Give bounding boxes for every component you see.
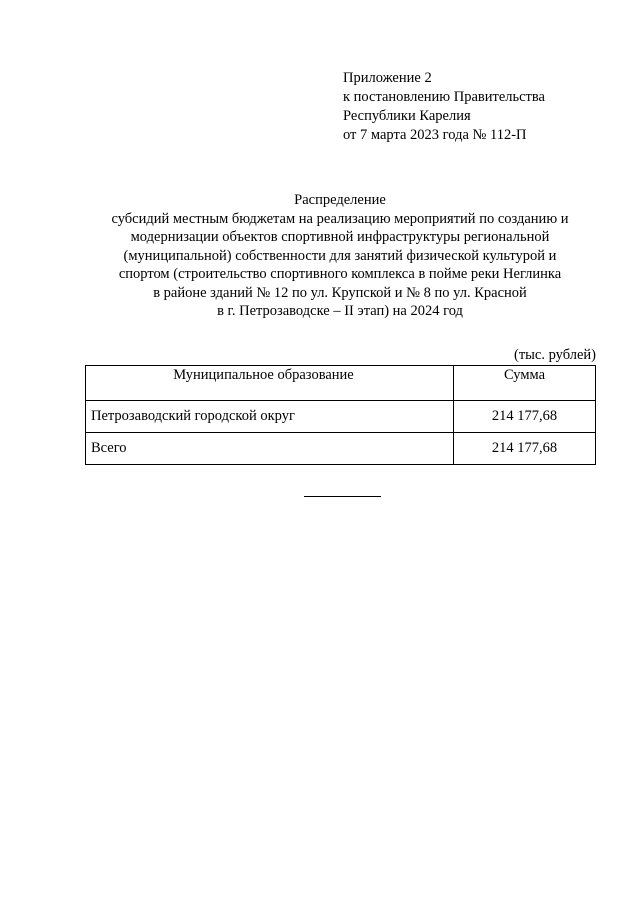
appendix-line: Республики Карелия <box>343 108 471 124</box>
unit-note: (тыс. рублей) <box>514 347 596 363</box>
column-header-sum: Сумма <box>454 366 596 401</box>
table-row-total <box>86 433 596 465</box>
closing-separator-line <box>304 496 381 497</box>
column-header-municipality: Муниципальное образование <box>86 366 454 401</box>
sum-cell: 214 177,68 <box>454 401 596 433</box>
appendix-header <box>343 69 545 145</box>
total-label-cell: Всего <box>86 433 454 465</box>
title-line: в районе зданий № 12 по ул. Крупской и № 8 по ул. Красной <box>153 284 527 301</box>
title-line: в г. Петрозаводске – II этап) на 2024 год <box>217 303 463 319</box>
table-row <box>86 401 596 433</box>
appendix-line: Приложение 2 <box>343 70 432 86</box>
distribution-table <box>85 365 596 465</box>
title-line: модернизации объектов спортивной инфраструктуры региональной <box>130 229 550 245</box>
title-line: спортом (строительство спортивного комплекса в пойме реки Неглинка <box>118 266 562 282</box>
title-line: субсидий местным бюджетам на реализацию мероприятий по созданию и <box>111 210 569 227</box>
appendix-line: к постановлению Правительства <box>343 89 545 105</box>
table-header-row <box>86 366 596 401</box>
title-line: (муниципальной) собственности для занятий физической культурой и <box>123 247 557 264</box>
appendix-line: от 7 марта 2023 года № 112-П <box>343 127 527 143</box>
title-line: Распределение <box>294 192 386 208</box>
document-title <box>60 191 620 321</box>
municipality-cell: Петрозаводский городской округ <box>86 401 454 433</box>
total-sum-cell: 214 177,68 <box>454 433 596 465</box>
